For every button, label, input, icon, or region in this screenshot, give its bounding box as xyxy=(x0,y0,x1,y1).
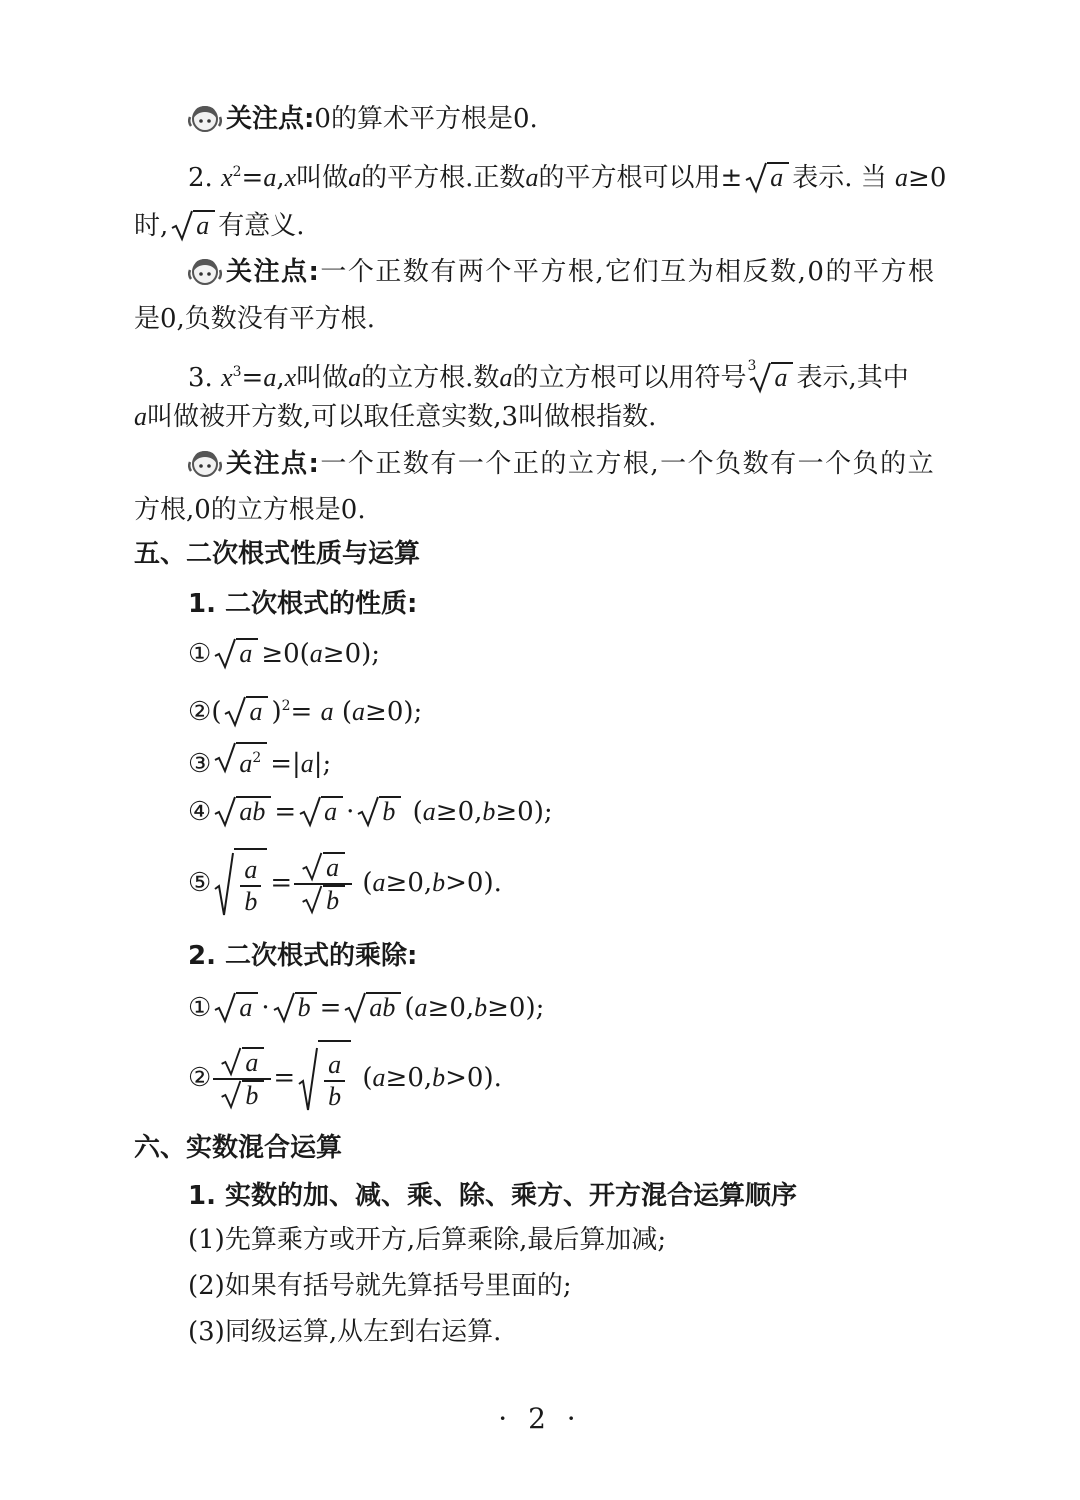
section-5-sub-2: 2. 二次根式的乘除: xyxy=(188,941,418,971)
order-rule-2: (2)如果有括号就先算括号里面的; xyxy=(188,1271,572,1301)
property-3: ③ $a^2 =|a|$; xyxy=(188,742,331,780)
note-2-line-1: 关注点:一个正数有两个平方根,它们互为相反数,0的平方根 xyxy=(188,256,935,288)
sqrt-a: a xyxy=(214,638,258,670)
sqrt-a-squared: $a^2$ xyxy=(214,742,267,780)
note-tag: 关注点: xyxy=(226,104,315,134)
cube-root-a: 3 a xyxy=(749,362,793,394)
sqrt-a: a xyxy=(224,696,268,728)
sqrt-a: a xyxy=(299,796,343,828)
property-2: ②( a )$^2$= a (a≥0); xyxy=(188,697,423,727)
rule-1: ① a · b = ab (a≥0,b≥0); xyxy=(188,993,545,1023)
sqrt-fraction-a-over-b: $\frac{a}{b}$ xyxy=(214,848,267,920)
sqrt-b: b xyxy=(357,796,401,828)
order-rule-1: (1)先算乘方或开方,后算乘除,最后算加减; xyxy=(188,1225,667,1255)
note-face-icon xyxy=(188,449,222,477)
sqrt-ab: ab xyxy=(214,796,271,828)
item-2-line-1: 2. $x^2=a,x$叫做a的平方根.正数a的平方根可以用± a 表示. 当 a≥0 xyxy=(188,163,947,193)
rule-2: ② $\frac{a}{b}$ = $\frac{a}{b}$ (a≥0,b>0). xyxy=(188,1040,502,1116)
fraction-sqrt-a-over-sqrt-b: $\frac{a}{b}$ xyxy=(294,852,352,916)
sqrt-b: b xyxy=(273,992,317,1024)
note-face-icon xyxy=(188,257,222,285)
sqrt-fraction-a-over-b: $\frac{a}{b}$ xyxy=(298,1040,351,1118)
item-3-line-2: a叫做被开方数,可以取任意实数,3叫做根指数. xyxy=(134,402,657,432)
page-number: · 2 · xyxy=(498,1402,582,1435)
sqrt-a: a xyxy=(745,162,789,194)
property-1: ① a ≥0(a≥0); xyxy=(188,639,381,669)
note-3-line-2: 方根,0的立方根是0. xyxy=(134,495,366,525)
section-6-heading: 六、实数混合运算 xyxy=(134,1133,343,1163)
property-5: ⑤ $\frac{a}{b}$ = $\frac{a}{b}$ (a≥0,b>0). xyxy=(188,848,502,918)
order-rule-3: (3)同级运算,从左到右运算. xyxy=(188,1317,502,1347)
section-5-sub-1: 1. 二次根式的性质: xyxy=(188,589,418,619)
note-2-line-2: 是0,负数没有平方根. xyxy=(134,304,376,334)
sqrt-ab: ab xyxy=(344,992,401,1024)
note-face-icon xyxy=(188,104,222,132)
item-2-line-2: 时, a 有意义. xyxy=(134,211,305,241)
note-3-line-1: 关注点:一个正数有一个正的立方根,一个负数有一个负的立 xyxy=(188,448,935,480)
section-6-sub-1: 1. 实数的加、减、乘、除、乘方、开方混合运算顺序 xyxy=(188,1181,798,1211)
sqrt-a: a xyxy=(171,210,215,242)
item-3-line-1: 3. $x^3=a,x$叫做a的立方根.数a的立方根可以用符号 3 a 表示,其中 xyxy=(188,358,909,393)
fraction-sqrt-a-over-sqrt-b: $\frac{a}{b}$ xyxy=(213,1047,271,1111)
note-text: 0的算术平方根是0. xyxy=(314,104,538,134)
note-1 xyxy=(188,103,538,135)
sqrt-a: a xyxy=(214,992,258,1024)
section-5-heading: 五、二次根式性质与运算 xyxy=(134,539,421,569)
property-4: ④ ab = a · b (a≥0,b≥0); xyxy=(188,797,553,827)
